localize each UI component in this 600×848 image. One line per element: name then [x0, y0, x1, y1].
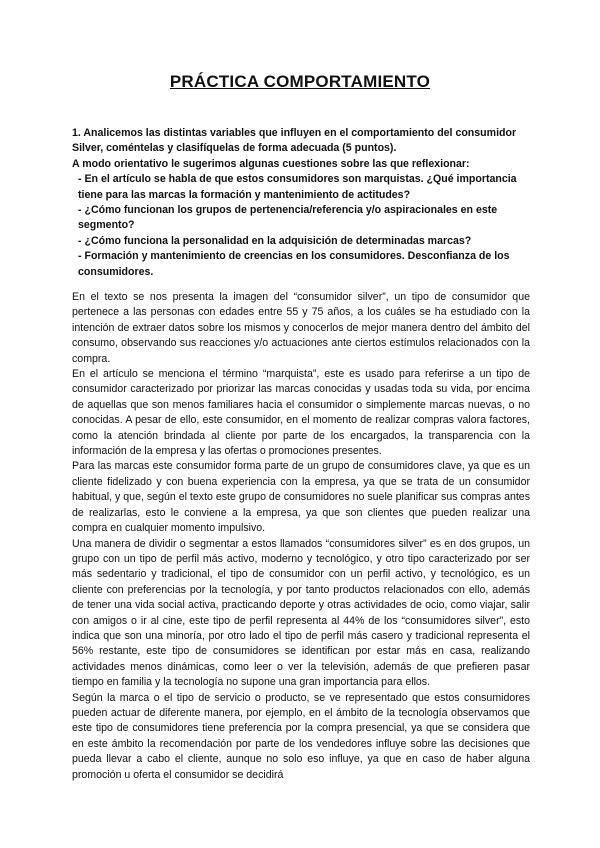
question-item: - En el artículo se habla de que estos consumidores son marquistas. ¿Qué importancia tiene para las marcas la formación y mantenimiento de actitudes?: [78, 173, 517, 201]
question-block: [72, 126, 532, 280]
paragraph: Según la marca o el tipo de servicio o producto, se ve representado que estos consumidores pueden actuar de diferente manera, por ejemplo, en el ámbito de la tecnología observamos que este tipo de consumidores tiene preferencia por la compra presencial, ya que se considera que en este ámbito la recomendación por parte de los vendedores influye sobre las decisiones que pueda llevar a cabo el cliente, aunque no solo eso influye, ya que en caso de haber alguna promoción u oferta el consumidor se decidirá: [72, 691, 530, 781]
question-item: - ¿Cómo funciona la personalidad en la adquisición de determinadas marcas?: [78, 234, 472, 247]
page-title: PRÁCTICA COMPORTAMIENTO: [169, 72, 431, 91]
question-item: - Formación y mantenimiento de creencias en los consumidores. Desconfianza de los consumidores.: [78, 250, 510, 278]
paragraph: Para las marcas este consumidor forma parte de un grupo de consumidores clave, ya que es un cliente fidelizado y con buena experiencia con la empresa, ya que se trata de un consumidor habitual, y que, según el texto este grupo de consumidores no suele planificar sus compras antes de realizarlas, esto le conviene a la empresa, ya que son clientes que pueden realizar una compra en cualquier momento impulsivo.: [72, 460, 530, 535]
paragraph: En el artículo se menciona el término “marquista”, este es usado para referirse a un tipo de consumidor caracterizado por priorizar las marcas conocidas y usadas toda su vida, por encima de aquellas que son menos familiares hacia el consumidor o simplemente marcas nuevas, o no conocidas. A pesar de ello, este consumidor, en el momento de realizar compras valora factores, como la atención brindada al cliente por parte de los encargados, la transparencia con la información de la empresa y las ofertas o promociones presentes.: [72, 368, 530, 458]
question-intro: 1. Analicemos las distintas variables que influyen en el comportamiento del consumidor Silver, coméntelas y clasifíquelas de forma adecuada (5 puntos).: [72, 127, 517, 155]
paragraph: Una manera de dividir o segmentar a estos llamados “consumidores silver” es en dos grupos, un grupo con un tipo de perfil más activo, moderno y tecnológico, y otro tipo caracterizado por ser más sedentario y tradicional, el tipo de consumidor con un perfil activo, y tecnológico, es un cliente con preferencias por la tecnología, y por tanto productos relacionados con ello, además de tener una vida social activa, practicando deporte y otras actividades de ocio, como viajar, salir con amigos o ir al cine, este tipo de perfil representa al 44% de los “consumidores silver”, esto indica que son una minoría, por otro lado el tipo de perfil más casero y tradicional representa el 56% restante, este tipo de consumidores se identifican por estar más en casa, realizando actividades menos dinámicas, como leer o ver la televisión, además de que prefieren pasar tiempo en familia y la tecnología no supone una gran importancia para ellos.: [72, 537, 530, 689]
paragraph: En el texto se nos presenta la imagen del “consumidor silver”, un tipo de consumidor que pertenece a las personas con edades entre 55 y 75 años, a los cuáles se ha estudiado con la intención de extraer datos sobre los mismos y conocerlos de mejor manera dentro del ámbito del consumo, observando sus reacciones y/o actuaciones ante ciertos estímulos relacionados con la compra.: [72, 291, 530, 365]
question-guide: A modo orientativo le sugerimos algunas cuestiones sobre las que reflexionar:: [72, 157, 470, 170]
question-item: - ¿Cómo funcionan los grupos de pertenencia/referencia y/o aspiracionales en este segmento?: [78, 204, 498, 232]
answer-body: [72, 290, 530, 783]
